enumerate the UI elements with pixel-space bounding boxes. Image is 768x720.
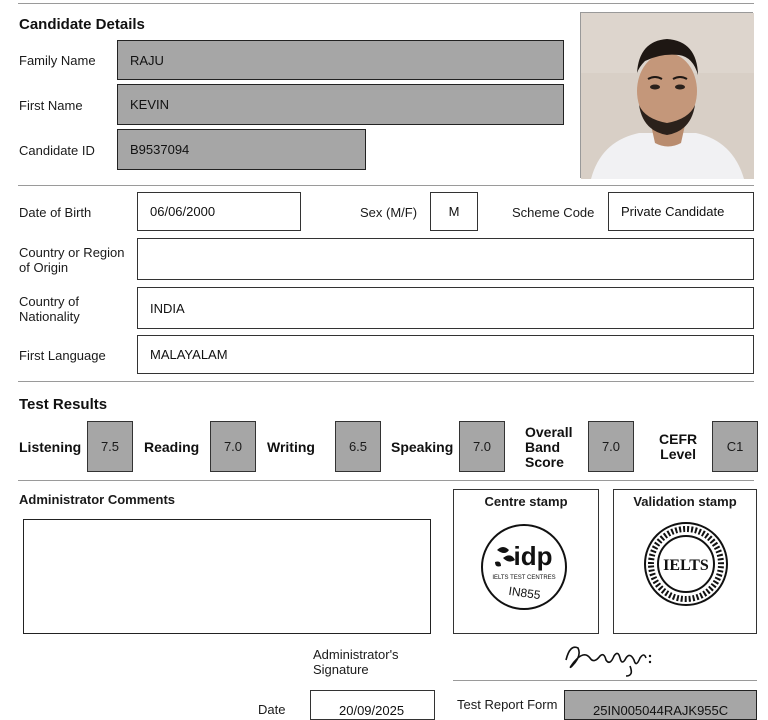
idp-sub-text: IELTS TEST CENTRES: [492, 575, 556, 581]
nationality-label-line1: Country of: [19, 294, 79, 309]
signature-label-line2: Signature: [313, 662, 369, 677]
scheme-code-field: Private Candidate: [608, 192, 754, 231]
ielts-seal-text: IELTS: [663, 557, 709, 574]
top-rule: [18, 3, 754, 4]
admin-signature-label: [313, 647, 399, 677]
sex-field: M: [430, 192, 478, 231]
cefr-label-line1: CEFR: [659, 431, 698, 447]
first-name-field: KEVIN: [117, 84, 564, 125]
test-results-title: Test Results: [19, 396, 108, 413]
cefr-level-label: [659, 432, 697, 462]
overall-label-line2: Band: [525, 439, 560, 455]
first-language-field: MALAYALAM: [137, 335, 754, 374]
first-language-label: First Language: [19, 348, 106, 363]
centre-stamp-title: Centre stamp: [484, 494, 568, 509]
overall-label-line1: Overall: [525, 424, 573, 440]
signature-line: [453, 680, 757, 681]
country-origin-field: [137, 238, 754, 280]
trf-number-field: 25IN005044RAJK955C: [564, 690, 757, 720]
idp-stamp-logo: [479, 522, 569, 612]
nationality-label-line2: Nationality: [19, 309, 80, 324]
candidate-photo-graphic: [581, 13, 754, 179]
family-name-field: RAJU: [117, 40, 564, 80]
country-origin-label-line2: of Origin: [19, 260, 69, 275]
writing-score: 6.5: [335, 421, 381, 472]
admin-signature-image: [560, 636, 660, 678]
admin-comments-title: Administrator Comments: [19, 492, 176, 507]
listening-label: Listening: [19, 439, 82, 455]
first-name-label: First Name: [19, 98, 83, 113]
divider-results: [18, 480, 754, 481]
validation-stamp-box: [613, 489, 757, 634]
dob-label: Date of Birth: [19, 205, 92, 220]
candidate-id-label: Candidate ID: [19, 143, 95, 158]
candidate-photo: [580, 12, 753, 178]
writing-label: Writing: [267, 439, 315, 455]
dob-field: 06/06/2000: [137, 192, 301, 231]
overall-band-score: 7.0: [588, 421, 634, 472]
date-field: 20/09/2025: [310, 690, 435, 720]
divider-candidate: [18, 185, 754, 186]
idp-logo-text: idp: [513, 541, 553, 571]
sex-label: Sex (M/F): [360, 205, 418, 220]
idp-code-text: IN855: [507, 583, 542, 603]
country-origin-label-line1: Country or Region: [19, 245, 125, 260]
divider-personal: [18, 381, 754, 382]
date-label: Date: [258, 702, 286, 717]
reading-score: 7.0: [210, 421, 256, 472]
scheme-code-label: Scheme Code: [512, 205, 595, 220]
reading-label: Reading: [144, 439, 200, 455]
admin-comments-box: [23, 519, 431, 634]
cefr-label-line2: Level: [660, 446, 696, 462]
centre-stamp-box: [453, 489, 599, 634]
family-name-label: Family Name: [19, 53, 96, 68]
validation-stamp-title: Validation stamp: [633, 494, 737, 509]
candidate-details-title: Candidate Details: [19, 16, 145, 33]
candidate-id-field: B9537094: [117, 129, 366, 170]
trf-label: Test Report Form: [457, 697, 558, 712]
speaking-score: 7.0: [459, 421, 505, 472]
speaking-label: Speaking: [391, 439, 454, 455]
nationality-field: INDIA: [137, 287, 754, 329]
nationality-label: [19, 294, 80, 324]
listening-score: 7.5: [87, 421, 133, 472]
ielts-validation-seal: [642, 520, 730, 608]
signature-label-line1: Administrator's: [313, 647, 399, 662]
overall-band-label: [525, 425, 572, 470]
overall-label-line3: Score: [525, 454, 564, 470]
country-origin-label: [19, 245, 125, 275]
cefr-level-value: C1: [712, 421, 758, 472]
